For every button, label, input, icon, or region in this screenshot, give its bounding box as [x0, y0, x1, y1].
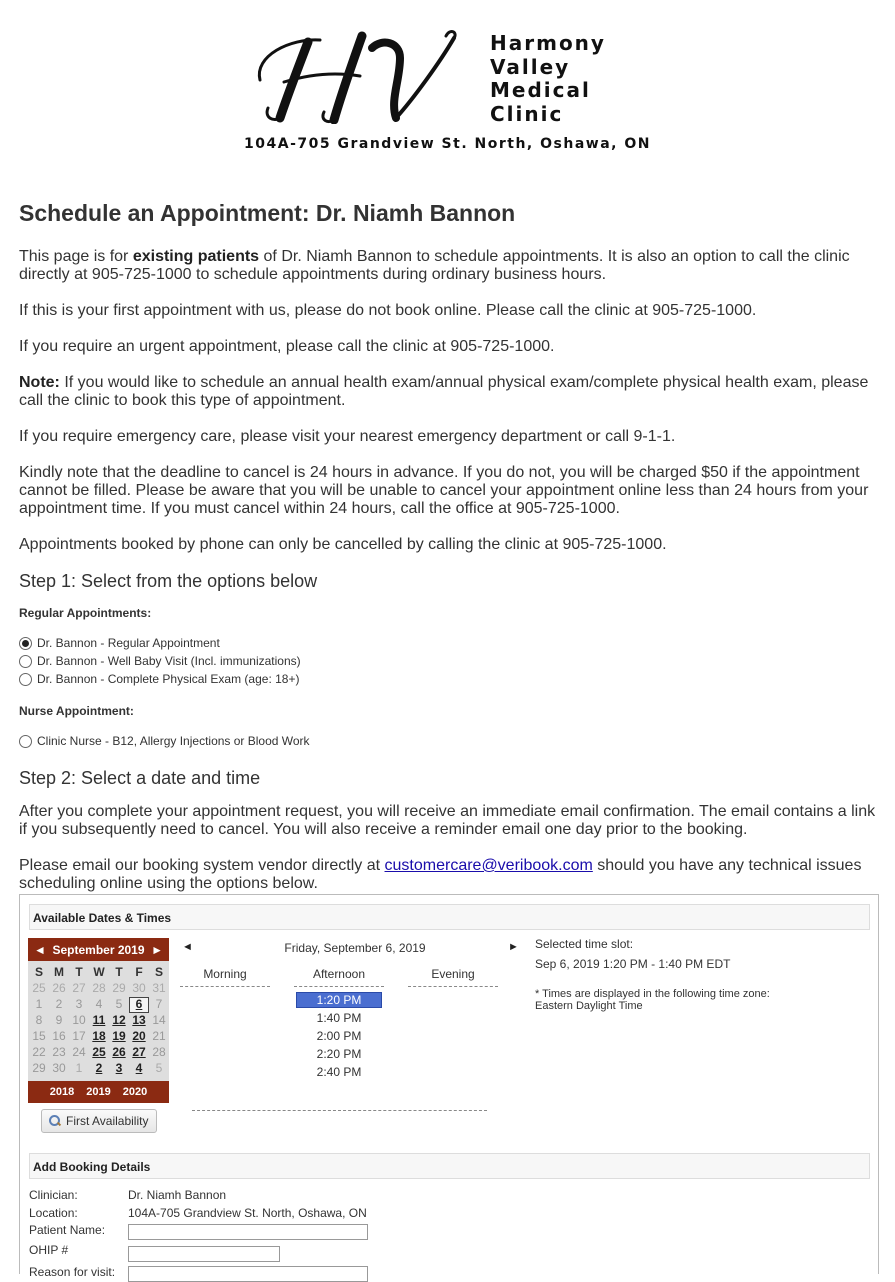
calendar-day: 2	[55, 997, 63, 1011]
radio-button[interactable]	[19, 673, 32, 686]
selected-slot-value: Sep 6, 2019 1:20 PM - 1:40 PM EDT	[535, 957, 731, 971]
clinic-name: Harmony Valley Medical Clinic	[490, 31, 606, 126]
radio-button[interactable]	[19, 637, 32, 650]
afternoon-column-header: Afternoon	[294, 967, 384, 987]
calendar-day: 17	[72, 1029, 86, 1043]
next-month-button[interactable]: ►	[151, 942, 163, 957]
calendar-day: 24	[72, 1045, 86, 1059]
calendar-day[interactable]: 12	[112, 1013, 126, 1027]
booking-details-header: Add Booking Details	[29, 1153, 870, 1179]
calendar-day: 14	[152, 1013, 166, 1027]
emergency-text: If you require emergency care, please visit your nearest emergency department or call 9-1-1.	[19, 428, 676, 445]
selected-slot-label: Selected time slot:	[535, 937, 634, 951]
calendar-day: 5	[115, 997, 123, 1011]
clinic-logo	[250, 28, 640, 128]
calendar-day[interactable]: 19	[112, 1029, 126, 1043]
calendar-day: 9	[55, 1013, 63, 1027]
prev-month-button[interactable]: ◄	[34, 942, 46, 957]
calendar-week	[29, 1061, 168, 1077]
next-day-button[interactable]: ►	[508, 941, 519, 953]
calendar-day: 1	[35, 997, 43, 1011]
prev-day-button[interactable]: ◄	[182, 941, 193, 953]
calendar-week	[29, 1045, 168, 1061]
option-clinic-nurse[interactable]: Clinic Nurse - B12, Allergy Injections or Blood Work	[19, 732, 879, 750]
year-link[interactable]: 2018	[49, 1086, 75, 1098]
calendar-day[interactable]: 26	[112, 1045, 126, 1059]
option-regular-appointment[interactable]: Dr. Bannon - Regular Appointment	[19, 634, 879, 652]
step1-title: Step 1: Select from the options below	[19, 571, 318, 591]
calendar-day: 15	[32, 1029, 46, 1043]
reason-label: Reason for visit:	[29, 1265, 116, 1279]
page-title: Schedule an Appointment: Dr. Niamh Bannon	[19, 200, 516, 226]
calendar-day-selected[interactable]: 6	[129, 997, 149, 1013]
calendar-day: 30	[132, 981, 146, 995]
calendar-day: 30	[52, 1061, 66, 1075]
calendar-day: 4	[95, 997, 103, 1011]
clinic-address: 104A-705 Grandview St. North, Oshawa, ON	[244, 136, 651, 152]
option-well-baby-visit[interactable]: Dr. Bannon - Well Baby Visit (Incl. immunizations)	[19, 652, 879, 670]
intro-text: This page is for existing patients of Dr. Niamh Bannon to schedule appointments. It is also an option to call the clinic directly at 905-725-1000 to schedule appointments during ordinary business hours.	[19, 248, 850, 283]
confirmation-text: After you complete your appointment request, you will receive an immediate email confirmation. The email contains a link if you subsequently need to cancel. You will also receive a reminder email one day prior to the booking.	[19, 803, 876, 838]
calendar-day: 28	[152, 1045, 166, 1059]
time-slot[interactable]: 2:40 PM	[316, 1065, 362, 1079]
evening-column-header: Evening	[408, 967, 498, 987]
vendor-email-text: Please email our booking system vendor directly at customercare@veribook.com should you have any technical issues scheduling online using the options below.	[19, 857, 862, 892]
step2-title: Step 2: Select a date and time	[19, 768, 261, 788]
cancel-policy-text: Kindly note that the deadline to cancel is 24 hours in advance. If you do not, you will be charged $50 if the appointment cannot be filled. Please be aware that you will be unable to cancel your appointment online less than 24 hours from your appointment time. If you must cancel within 24 hours, call the office at 905-725-1000.	[19, 464, 869, 517]
calendar-day: 29	[112, 981, 126, 995]
calendar-day: 7	[155, 997, 163, 1011]
ohip-input[interactable]	[128, 1246, 280, 1262]
calendar-day: 1	[75, 1061, 83, 1075]
month-calendar	[28, 938, 169, 1103]
calendar-day[interactable]: 2	[95, 1061, 103, 1075]
note-text: Note: If you would like to schedule an annual health exam/annual physical exam/complete physical health exam, please call the clinic to book this type of appointment.	[19, 374, 869, 409]
location-value: 104A-705 Grandview St. North, Oshawa, ON	[128, 1206, 367, 1220]
calendar-day: 21	[152, 1029, 166, 1043]
first-appointment-text: If this is your first appointment with us, please do not book online. Please call the clinic at 905-725-1000.	[19, 302, 757, 319]
calendar-week	[29, 997, 168, 1013]
calendar-day: 10	[72, 1013, 86, 1027]
timezone-note: * Times are displayed in the following time zone: Eastern Daylight Time	[535, 988, 770, 1012]
time-slot[interactable]: 2:20 PM	[316, 1047, 362, 1061]
clinician-label: Clinician:	[29, 1188, 78, 1202]
calendar-weekdays: S M T W T F S	[34, 965, 163, 979]
ohip-label: OHIP #	[29, 1243, 69, 1257]
booking-widget	[19, 894, 879, 1279]
calendar-day[interactable]: 3	[115, 1061, 123, 1075]
calendar-day: 26	[52, 981, 66, 995]
vendor-email-link[interactable]: customercare@veribook.com	[384, 857, 593, 874]
location-label: Location:	[29, 1206, 78, 1220]
calendar-day[interactable]: 20	[132, 1029, 146, 1043]
calendar-day: 25	[32, 981, 46, 995]
nurse-appointment-label: Nurse Appointment:	[19, 704, 134, 718]
calendar-day[interactable]: 13	[132, 1013, 146, 1027]
timepicker-date: Friday, September 6, 2019	[284, 941, 426, 955]
first-availability-button[interactable]: First Availability	[41, 1109, 157, 1133]
calendar-day: 23	[52, 1045, 66, 1059]
calendar-day: 5	[155, 1061, 163, 1075]
main-content	[19, 196, 879, 911]
calendar-day[interactable]: 27	[132, 1045, 146, 1059]
timepicker-divider	[192, 1110, 487, 1111]
calendar-day[interactable]: 18	[92, 1029, 106, 1043]
radio-button[interactable]	[19, 655, 32, 668]
patient-name-label: Patient Name:	[29, 1223, 106, 1237]
calendar-week	[29, 981, 168, 997]
radio-button[interactable]	[19, 735, 32, 748]
calendar-day: 29	[32, 1061, 46, 1075]
clinician-value: Dr. Niamh Bannon	[128, 1188, 227, 1202]
available-dates-header: Available Dates & Times	[29, 904, 870, 930]
calendar-day: 22	[32, 1045, 46, 1059]
hv-monogram-logo	[250, 28, 460, 124]
calendar-day: 16	[52, 1029, 66, 1043]
year-link[interactable]: 2020	[122, 1086, 148, 1098]
magnifier-icon	[49, 1115, 61, 1127]
calendar-month-label: September 2019	[52, 942, 145, 957]
patient-name-input[interactable]	[128, 1224, 368, 1240]
option-complete-physical[interactable]: Dr. Bannon - Complete Physical Exam (age: 18+)	[19, 670, 879, 688]
calendar-header	[28, 938, 169, 961]
urgent-text: If you require an urgent appointment, please call the clinic at 905-725-1000.	[19, 338, 555, 355]
calendar-day[interactable]: 4	[135, 1061, 143, 1075]
calendar-years	[28, 1081, 169, 1103]
regular-appointments-label: Regular Appointments:	[19, 606, 152, 620]
reason-input[interactable]	[128, 1266, 368, 1282]
calendar-week	[29, 1029, 168, 1045]
calendar-day: 3	[75, 997, 83, 1011]
time-slot[interactable]: 1:40 PM	[316, 1011, 362, 1025]
calendar-day: 8	[35, 1013, 43, 1027]
calendar-day[interactable]: 11	[92, 1013, 106, 1027]
morning-column-header: Morning	[180, 967, 270, 987]
calendar-day: 31	[152, 981, 166, 995]
time-slot[interactable]: 1:20 PM	[296, 992, 382, 1008]
calendar-weeks	[29, 981, 168, 1077]
year-link[interactable]: 2019	[86, 1086, 111, 1098]
calendar-day: 27	[72, 981, 86, 995]
time-slot[interactable]: 2:00 PM	[316, 1029, 362, 1043]
calendar-week	[29, 1013, 168, 1029]
calendar-day[interactable]: 25	[92, 1045, 106, 1059]
calendar-day: 28	[92, 981, 106, 995]
calendar-grid	[28, 961, 169, 1081]
phone-booking-text: Appointments booked by phone can only be cancelled by calling the clinic at 905-725-1000.	[19, 536, 667, 553]
